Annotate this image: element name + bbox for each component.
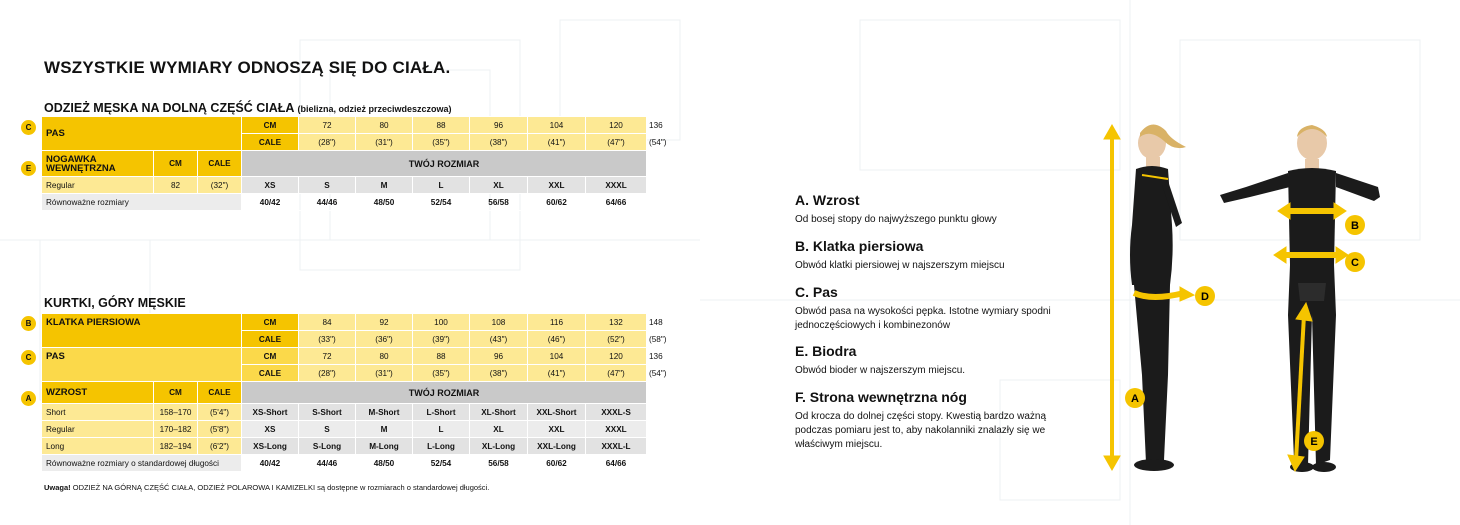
size-cell: (43") xyxy=(470,331,528,348)
pas-label: PAS xyxy=(42,348,242,382)
size-cell: (41") xyxy=(528,134,586,151)
measure-text: Obwód pasa na wysokości pępka. Istotne wymiary spodni jednoczęściowych i kombinezonów xyxy=(795,306,1051,331)
badge-a-figure-text: A xyxy=(1131,393,1139,405)
badge-c-figure-text: C xyxy=(1351,257,1359,269)
size-cell: 100 xyxy=(413,314,470,331)
unit-cm: CM xyxy=(154,151,198,177)
size-cell: 72 xyxy=(299,117,356,134)
size-cell: 96 xyxy=(470,117,528,134)
size-cell: M-Short xyxy=(356,404,413,421)
measure-b xyxy=(795,238,1080,273)
lower-section-title xyxy=(44,101,452,115)
size-cell: (38") xyxy=(470,134,528,151)
size-cell: XXXL-L xyxy=(586,438,647,455)
row-label: Regular xyxy=(42,421,154,438)
your-size-header: TWÓJ ROZMIAR xyxy=(242,151,647,177)
size-cell: 92 xyxy=(356,314,413,331)
pas-row-cm: PAS CM 72 80 88 96 104 120 136 xyxy=(42,348,647,365)
measure-text: Od bosej stopy do najwyższego punktu głowy xyxy=(795,214,997,225)
size-cell: XS-Long xyxy=(242,438,299,455)
size-cell: 60/62 xyxy=(528,455,586,472)
measure-text: Obwód klatki piersiowej w najszerszym miejscu xyxy=(795,260,1005,271)
size-cell: L xyxy=(413,421,470,438)
size-cell: 120 xyxy=(586,117,647,134)
cell: (32") xyxy=(198,177,242,194)
size-cell: L xyxy=(413,177,470,194)
jackets-equiv-row xyxy=(42,455,647,472)
size-cell: 40/42 xyxy=(242,455,299,472)
badge-b-figure-text: B xyxy=(1351,220,1359,232)
height-row-regular xyxy=(42,421,647,438)
size-cell: S xyxy=(299,177,356,194)
unit-cm: CM xyxy=(242,117,299,134)
size-cell: M-Long xyxy=(356,438,413,455)
unit-cale: CALE xyxy=(198,151,242,177)
measure-f xyxy=(795,389,1080,452)
row-label: Long xyxy=(42,438,154,455)
height-row-long xyxy=(42,438,647,455)
lower-equiv-row xyxy=(42,194,647,211)
size-cell: 52/54 xyxy=(413,455,470,472)
size-cell: 48/50 xyxy=(356,455,413,472)
your-size-header: TWÓJ ROZMIAR xyxy=(242,382,647,404)
badge-d-figure-text: D xyxy=(1201,291,1209,303)
size-cell: 84 xyxy=(299,314,356,331)
unit-cale: CALE xyxy=(242,331,299,348)
row-label: Równoważne rozmiary o standardowej długości xyxy=(42,455,242,472)
size-cell: XL-Long xyxy=(470,438,528,455)
size-cell: (31") xyxy=(356,134,413,151)
size-cell: 48/50 xyxy=(356,194,413,211)
size-cell: XS xyxy=(242,177,299,194)
unit-cale: CALE xyxy=(242,134,299,151)
measure-title: E. Biodra xyxy=(795,343,857,359)
size-cell: (47") xyxy=(586,365,647,382)
footnote-text: ODZIEŻ NA GÓRNĄ CZĘŚĆ CIAŁA, ODZIEŻ POLAROWA I KAMIZELKI są dostępne w rozmiarach o standardowej długości. xyxy=(72,483,490,492)
size-cell: 64/66 xyxy=(586,194,647,211)
badge-c-lower: C xyxy=(21,120,36,135)
size-cell: M xyxy=(356,421,413,438)
size-cell: 44/46 xyxy=(299,194,356,211)
cell: 158–170 xyxy=(154,404,198,421)
cell: 182–194 xyxy=(154,438,198,455)
size-cell: 72 xyxy=(299,348,356,365)
size-cell: 40/42 xyxy=(242,194,299,211)
lower-title-text: ODZIEŻ MĘSKA NA DOLNĄ CZĘŚĆ CIAŁA xyxy=(44,101,294,115)
size-cell: (28") xyxy=(299,365,356,382)
badge-b-jackets: B xyxy=(21,316,36,331)
badge-e-lower: E xyxy=(21,161,36,176)
size-cell: XXL xyxy=(528,421,586,438)
lower-subtitle: (bielizna, odzież przeciwdeszczowa) xyxy=(297,104,452,114)
measure-title: C. Pas xyxy=(795,284,838,300)
lower-size-table xyxy=(41,116,667,211)
arrow-a-icon xyxy=(1104,125,1120,470)
size-cell: 52/54 xyxy=(413,194,470,211)
unit-cm: CM xyxy=(154,382,198,404)
measure-text: Obwód bioder w najszerszym miejscu. xyxy=(795,365,966,376)
measure-e xyxy=(795,343,1080,378)
size-cell: 88 xyxy=(413,348,470,365)
footnote-bold: Uwaga! xyxy=(44,483,71,492)
size-cell: L-Long xyxy=(413,438,470,455)
size-cell: (35") xyxy=(413,134,470,151)
size-cell: S-Short xyxy=(299,404,356,421)
unit-cm: CM xyxy=(242,348,299,365)
unit-cale: CALE xyxy=(242,365,299,382)
size-cell: 116 xyxy=(528,314,586,331)
size-cell: 104 xyxy=(528,117,586,134)
size-cell: 44/46 xyxy=(299,455,356,472)
footnote xyxy=(44,483,489,492)
measure-c xyxy=(795,284,1080,333)
size-cell: (33") xyxy=(299,331,356,348)
size-cell: XXXL xyxy=(586,421,647,438)
size-cell: (36") xyxy=(356,331,413,348)
size-cell: 132 xyxy=(586,314,647,331)
size-cell: 60/62 xyxy=(528,194,586,211)
height-row-short xyxy=(42,404,647,421)
size-cell: XXXL-S xyxy=(586,404,647,421)
size-cell: (52") xyxy=(586,331,647,348)
size-cell: 56/58 xyxy=(470,455,528,472)
cell: (5'8") xyxy=(198,421,242,438)
size-cell: 56/58 xyxy=(470,194,528,211)
pas-label: PAS xyxy=(42,117,242,151)
size-cell: (28") xyxy=(299,134,356,151)
cell: 82 xyxy=(154,177,198,194)
size-cell: XXL-Long xyxy=(528,438,586,455)
size-cell: XS-Short xyxy=(242,404,299,421)
row-label: Równoważne rozmiary xyxy=(42,194,242,211)
size-cell: (46") xyxy=(528,331,586,348)
size-cell: M xyxy=(356,177,413,194)
measurement-figures-illustration xyxy=(1090,115,1380,485)
size-cell: 80 xyxy=(356,117,413,134)
cell: 170–182 xyxy=(154,421,198,438)
lower-leg-header-row xyxy=(42,151,647,177)
badge-e-figure-text: E xyxy=(1310,436,1318,448)
size-cell: S-Long xyxy=(299,438,356,455)
lower-regular-row xyxy=(42,177,647,194)
height-label: WZROST xyxy=(42,382,154,404)
size-cell: (47") xyxy=(586,134,647,151)
size-cell: (39") xyxy=(413,331,470,348)
size-cell: 80 xyxy=(356,348,413,365)
size-cell: XL xyxy=(470,177,528,194)
size-cell: (35") xyxy=(413,365,470,382)
size-cell: XXL-Short xyxy=(528,404,586,421)
lower-pas-row-in: CALE (28") (31") (35") (38") (41") (47") (54") xyxy=(42,134,647,151)
size-cell: (38") xyxy=(470,365,528,382)
row-label: Regular xyxy=(42,177,154,194)
size-cell: 120 xyxy=(586,348,647,365)
measure-a xyxy=(795,192,1080,227)
leg-label: NOGAWKA WEWNĘTRZNA xyxy=(42,151,154,177)
unit-cm: CM xyxy=(242,314,299,331)
size-cell: XL xyxy=(470,421,528,438)
size-cell: 88 xyxy=(413,117,470,134)
chest-row-cm: KLATKA PIERSIOWA CM 84 92 100 108 116 132 148 xyxy=(42,314,647,331)
size-cell: (31") xyxy=(356,365,413,382)
pas-row-in: CALE (28") (31") (35") (38") (41") (47") (54") xyxy=(42,365,647,382)
size-cell: 108 xyxy=(470,314,528,331)
measure-title: F. Strona wewnętrzna nóg xyxy=(795,389,967,405)
size-cell: XS xyxy=(242,421,299,438)
size-cell: XL-Short xyxy=(470,404,528,421)
size-cell: (41") xyxy=(528,365,586,382)
lower-pas-row-cm: PAS CM 72 80 88 96 104 120 136 xyxy=(42,117,647,134)
size-cell: S xyxy=(299,421,356,438)
jackets-size-table xyxy=(41,313,667,472)
size-cell: 64/66 xyxy=(586,455,647,472)
cell: (5'4") xyxy=(198,404,242,421)
badge-a-jackets: A xyxy=(21,391,36,406)
unit-cale: CALE xyxy=(198,382,242,404)
measure-text: Od krocza do dolnej części stopy. Kwestią bardzo ważną podczas pomiaru jest to, aby nakolanniki znalazły się we właściwym miejscu. xyxy=(795,411,1047,450)
size-cell: 104 xyxy=(528,348,586,365)
cell: (6'2") xyxy=(198,438,242,455)
row-label: Short xyxy=(42,404,154,421)
chest-row-in: CALE (33") (36") (39") (43") (46") (52") (58") xyxy=(42,331,647,348)
size-cell: 96 xyxy=(470,348,528,365)
size-cell: XXL xyxy=(528,177,586,194)
measure-title: A. Wzrost xyxy=(795,192,860,208)
badge-c-jackets: C xyxy=(21,350,36,365)
jackets-section-title: KURTKI, GÓRY MĘSKIE xyxy=(44,296,186,310)
height-header-row xyxy=(42,382,647,404)
size-cell: XXXL xyxy=(586,177,647,194)
page-title: WSZYSTKIE WYMIARY ODNOSZĄ SIĘ DO CIAŁA. xyxy=(44,58,451,77)
chest-label: KLATKA PIERSIOWA xyxy=(42,314,242,348)
measure-title: B. Klatka piersiowa xyxy=(795,238,924,254)
size-cell: L-Short xyxy=(413,404,470,421)
